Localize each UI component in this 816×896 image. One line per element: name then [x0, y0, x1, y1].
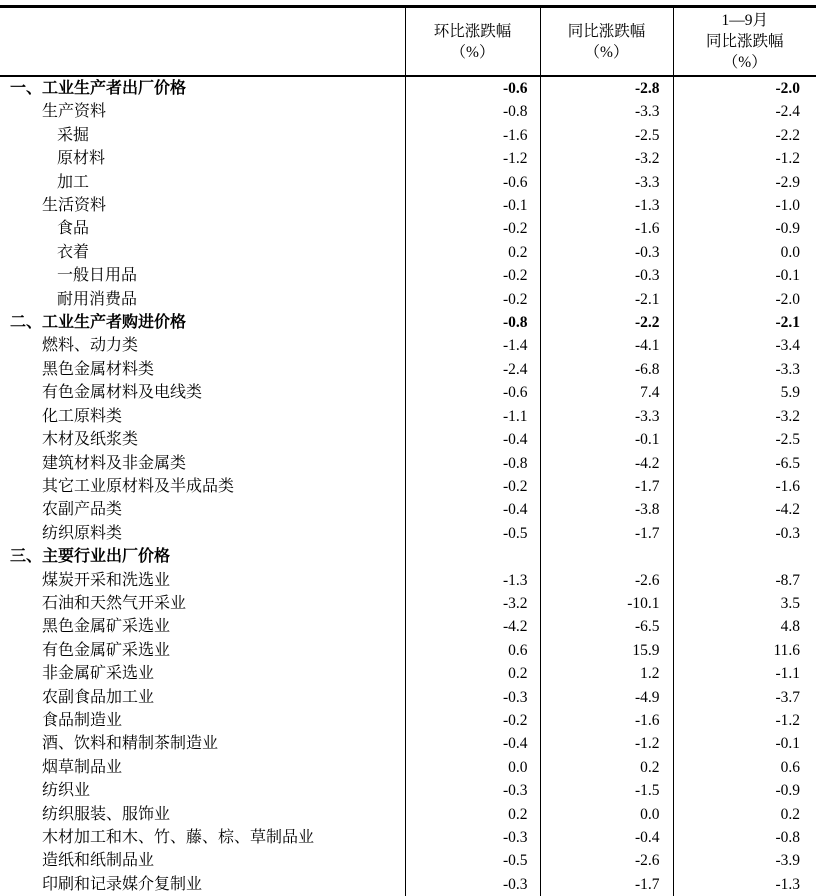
table-row: [0, 428, 816, 451]
cell-mom-change: -0.3: [405, 686, 540, 709]
cell-mom-change: -0.4: [405, 498, 540, 521]
cell-mom-change: -0.6: [405, 171, 540, 194]
row-label: 二、工业生产者购进价格: [10, 314, 187, 332]
cell-ytd-yoy-change: -0.9: [673, 217, 816, 240]
cell-yoy-change: -1.7: [540, 873, 673, 896]
table-row: [0, 545, 816, 568]
row-label: 建筑材料及非金属类: [42, 454, 187, 472]
header-line: 同比涨跌幅: [705, 33, 784, 50]
cell-yoy-change: -3.8: [540, 498, 673, 521]
cell-yoy-change: -0.3: [540, 241, 673, 264]
cell-mom-change: -4.2: [405, 615, 540, 638]
cell-ytd-yoy-change: -0.3: [673, 522, 816, 545]
cell-yoy-change: 7.4: [540, 381, 673, 404]
table-row: [0, 639, 816, 662]
table-row: [0, 732, 816, 755]
row-label: 造纸和纸制品业: [42, 852, 155, 870]
cell-yoy-change: -1.7: [540, 475, 673, 498]
cell-ytd-yoy-change: -3.9: [673, 849, 816, 872]
cell-mom-change: -1.4: [405, 334, 540, 357]
cell-yoy-change: -3.2: [540, 147, 673, 170]
table-row: [0, 826, 816, 849]
cell-yoy-change: -0.1: [540, 428, 673, 451]
table-row: [0, 498, 816, 521]
cell-yoy-change: -1.2: [540, 732, 673, 755]
table-header: [0, 7, 816, 77]
ppi-table: [0, 5, 816, 896]
header-cell-ytd: [673, 7, 816, 77]
cell-mom-change: -0.2: [405, 264, 540, 287]
table-row: [0, 662, 816, 685]
header-cell-row-label: [0, 7, 405, 77]
row-label: 原材料: [57, 150, 106, 168]
row-label: 生产资料: [42, 103, 107, 121]
row-label: 加工: [57, 173, 90, 191]
cell-yoy-change: -0.4: [540, 826, 673, 849]
cell-ytd-yoy-change: -2.1: [673, 311, 816, 334]
row-label: 纺织服装、服饰业: [42, 805, 171, 823]
cell-mom-change: [405, 545, 540, 568]
table-row: [0, 76, 816, 100]
cell-mom-change: -0.1: [405, 194, 540, 217]
header-cell-mom: [405, 7, 540, 77]
cell-yoy-change: -2.6: [540, 569, 673, 592]
table-row: [0, 709, 816, 732]
row-label: 石油和天然气开采业: [42, 594, 187, 612]
cell-mom-change: 0.2: [405, 241, 540, 264]
cell-mom-change: 0.2: [405, 662, 540, 685]
table-row: [0, 311, 816, 334]
cell-mom-change: -0.8: [405, 100, 540, 123]
table-row: [0, 288, 816, 311]
cell-ytd-yoy-change: -2.9: [673, 171, 816, 194]
table-row: [0, 241, 816, 264]
header-row: [0, 7, 816, 77]
cell-yoy-change: -3.3: [540, 405, 673, 428]
row-label: 其它工业原材料及半成品类: [42, 477, 235, 495]
cell-mom-change: -1.3: [405, 569, 540, 592]
cell-mom-change: -0.2: [405, 475, 540, 498]
cell-mom-change: -0.4: [405, 428, 540, 451]
cell-yoy-change: -1.6: [540, 217, 673, 240]
cell-mom-change: -0.2: [405, 217, 540, 240]
row-label: 耐用消费品: [57, 290, 138, 308]
table-row: [0, 452, 816, 475]
row-label: 食品制造业: [42, 711, 123, 729]
table-row: [0, 849, 816, 872]
cell-ytd-yoy-change: 4.8: [673, 615, 816, 638]
cell-yoy-change: -2.6: [540, 849, 673, 872]
cell-yoy-change: -4.9: [540, 686, 673, 709]
cell-yoy-change: -1.5: [540, 779, 673, 802]
row-label: 纺织业: [42, 782, 91, 800]
cell-ytd-yoy-change: -4.2: [673, 498, 816, 521]
table-row: [0, 592, 816, 615]
cell-ytd-yoy-change: -1.1: [673, 662, 816, 685]
table-row: [0, 779, 816, 802]
cell-mom-change: -0.4: [405, 732, 540, 755]
cell-yoy-change: [540, 545, 673, 568]
row-label: 衣着: [57, 243, 90, 261]
row-label: 黑色金属材料类: [42, 360, 155, 378]
cell-ytd-yoy-change: -0.1: [673, 264, 816, 287]
row-label: 采掘: [57, 126, 90, 144]
row-label: 非金属矿采选业: [42, 665, 155, 683]
cell-ytd-yoy-change: 0.2: [673, 803, 816, 826]
header-line: （%）: [584, 43, 629, 61]
table-row: [0, 100, 816, 123]
table-row: [0, 264, 816, 287]
cell-ytd-yoy-change: 0.0: [673, 241, 816, 264]
cell-yoy-change: -4.2: [540, 452, 673, 475]
cell-mom-change: -1.1: [405, 405, 540, 428]
cell-yoy-change: -2.8: [540, 76, 673, 100]
header-line: （%）: [450, 43, 495, 61]
cell-ytd-yoy-change: 0.6: [673, 756, 816, 779]
cell-yoy-change: -1.3: [540, 194, 673, 217]
header-cell-yoy: [540, 7, 673, 77]
cell-ytd-yoy-change: -3.4: [673, 334, 816, 357]
cell-ytd-yoy-change: -3.7: [673, 686, 816, 709]
cell-yoy-change: -1.7: [540, 522, 673, 545]
table-row: [0, 756, 816, 779]
cell-ytd-yoy-change: -2.0: [673, 76, 816, 100]
cell-mom-change: 0.0: [405, 756, 540, 779]
cell-mom-change: -0.8: [405, 311, 540, 334]
cell-ytd-yoy-change: -2.0: [673, 288, 816, 311]
cell-mom-change: -0.6: [405, 381, 540, 404]
row-label: 有色金属材料及电线类: [42, 384, 203, 402]
cell-mom-change: -3.2: [405, 592, 540, 615]
row-label: 煤炭开采和洗选业: [42, 571, 171, 589]
cell-yoy-change: -3.3: [540, 100, 673, 123]
cell-yoy-change: -0.3: [540, 264, 673, 287]
cell-ytd-yoy-change: -0.9: [673, 779, 816, 802]
cell-ytd-yoy-change: -1.2: [673, 147, 816, 170]
table-row: [0, 405, 816, 428]
cell-yoy-change: -4.1: [540, 334, 673, 357]
cell-ytd-yoy-change: 3.5: [673, 592, 816, 615]
cell-yoy-change: -6.5: [540, 615, 673, 638]
header-line: （%）: [722, 54, 767, 71]
cell-ytd-yoy-change: 5.9: [673, 381, 816, 404]
row-label: 燃料、动力类: [42, 337, 139, 355]
cell-ytd-yoy-change: [673, 545, 816, 568]
table-row: [0, 803, 816, 826]
cell-ytd-yoy-change: -3.2: [673, 405, 816, 428]
cell-ytd-yoy-change: -6.5: [673, 452, 816, 475]
cell-mom-change: -1.6: [405, 124, 540, 147]
cell-yoy-change: -1.6: [540, 709, 673, 732]
table-row: [0, 686, 816, 709]
cell-ytd-yoy-change: -1.6: [673, 475, 816, 498]
table-row: [0, 475, 816, 498]
row-label: 纺织原料类: [42, 524, 123, 542]
cell-ytd-yoy-change: -2.4: [673, 100, 816, 123]
cell-yoy-change: 15.9: [540, 639, 673, 662]
cell-yoy-change: -2.2: [540, 311, 673, 334]
table-row: [0, 217, 816, 240]
cell-yoy-change: -3.3: [540, 171, 673, 194]
table-row: [0, 381, 816, 404]
cell-ytd-yoy-change: -0.1: [673, 732, 816, 755]
row-label: 烟草制品业: [42, 758, 123, 776]
cell-mom-change: -0.3: [405, 826, 540, 849]
table-row: [0, 124, 816, 147]
cell-ytd-yoy-change: -1.0: [673, 194, 816, 217]
table-body: [0, 76, 816, 896]
cell-yoy-change: -2.1: [540, 288, 673, 311]
cell-mom-change: 0.6: [405, 639, 540, 662]
cell-ytd-yoy-change: -2.5: [673, 428, 816, 451]
cell-ytd-yoy-change: -8.7: [673, 569, 816, 592]
row-label: 一般日用品: [57, 267, 138, 285]
row-label: 化工原料类: [42, 407, 123, 425]
cell-ytd-yoy-change: 11.6: [673, 639, 816, 662]
cell-mom-change: -0.3: [405, 873, 540, 896]
cell-mom-change: 0.2: [405, 803, 540, 826]
cell-yoy-change: 1.2: [540, 662, 673, 685]
row-label: 农副产品类: [42, 501, 123, 519]
row-label: 酒、饮料和精制茶制造业: [42, 735, 219, 753]
row-label: 生活资料: [42, 197, 107, 215]
row-label: 食品: [57, 220, 90, 238]
cell-mom-change: -0.8: [405, 452, 540, 475]
table-row: [0, 569, 816, 592]
cell-mom-change: -0.5: [405, 849, 540, 872]
row-label: 木材加工和木、竹、藤、棕、草制品业: [42, 829, 315, 846]
table-row: [0, 194, 816, 217]
cell-yoy-change: -6.8: [540, 358, 673, 381]
row-label: 三、主要行业出厂价格: [10, 548, 171, 566]
row-label: 有色金属矿采选业: [42, 641, 171, 659]
cell-mom-change: -0.2: [405, 288, 540, 311]
cell-mom-change: -0.2: [405, 709, 540, 732]
table-row: [0, 615, 816, 638]
cell-yoy-change: -10.1: [540, 592, 673, 615]
cell-mom-change: -2.4: [405, 358, 540, 381]
table-row: [0, 358, 816, 381]
header-line: 1—9月: [721, 12, 768, 29]
table-row: [0, 873, 816, 896]
cell-yoy-change: -2.5: [540, 124, 673, 147]
table-row: [0, 522, 816, 545]
cell-ytd-yoy-change: -0.8: [673, 826, 816, 849]
header-line: 环比涨跌幅: [433, 22, 512, 40]
table-row: [0, 334, 816, 357]
header-line: 同比涨跌幅: [567, 22, 646, 40]
cell-mom-change: -1.2: [405, 147, 540, 170]
row-label: 木材及纸浆类: [42, 431, 139, 449]
table-row: [0, 147, 816, 170]
cell-yoy-change: 0.2: [540, 756, 673, 779]
row-label: 印刷和记录媒介复制业: [42, 875, 203, 893]
table-row: [0, 171, 816, 194]
cell-ytd-yoy-change: -1.3: [673, 873, 816, 896]
cell-mom-change: -0.6: [405, 76, 540, 100]
cell-yoy-change: 0.0: [540, 803, 673, 826]
row-label: 黑色金属矿采选业: [42, 618, 171, 636]
row-label: 农副食品加工业: [42, 688, 155, 706]
cell-ytd-yoy-change: -1.2: [673, 709, 816, 732]
row-label: 一、工业生产者出厂价格: [10, 80, 187, 97]
cell-ytd-yoy-change: -3.3: [673, 358, 816, 381]
cell-mom-change: -0.3: [405, 779, 540, 802]
cell-mom-change: -0.5: [405, 522, 540, 545]
cell-ytd-yoy-change: -2.2: [673, 124, 816, 147]
